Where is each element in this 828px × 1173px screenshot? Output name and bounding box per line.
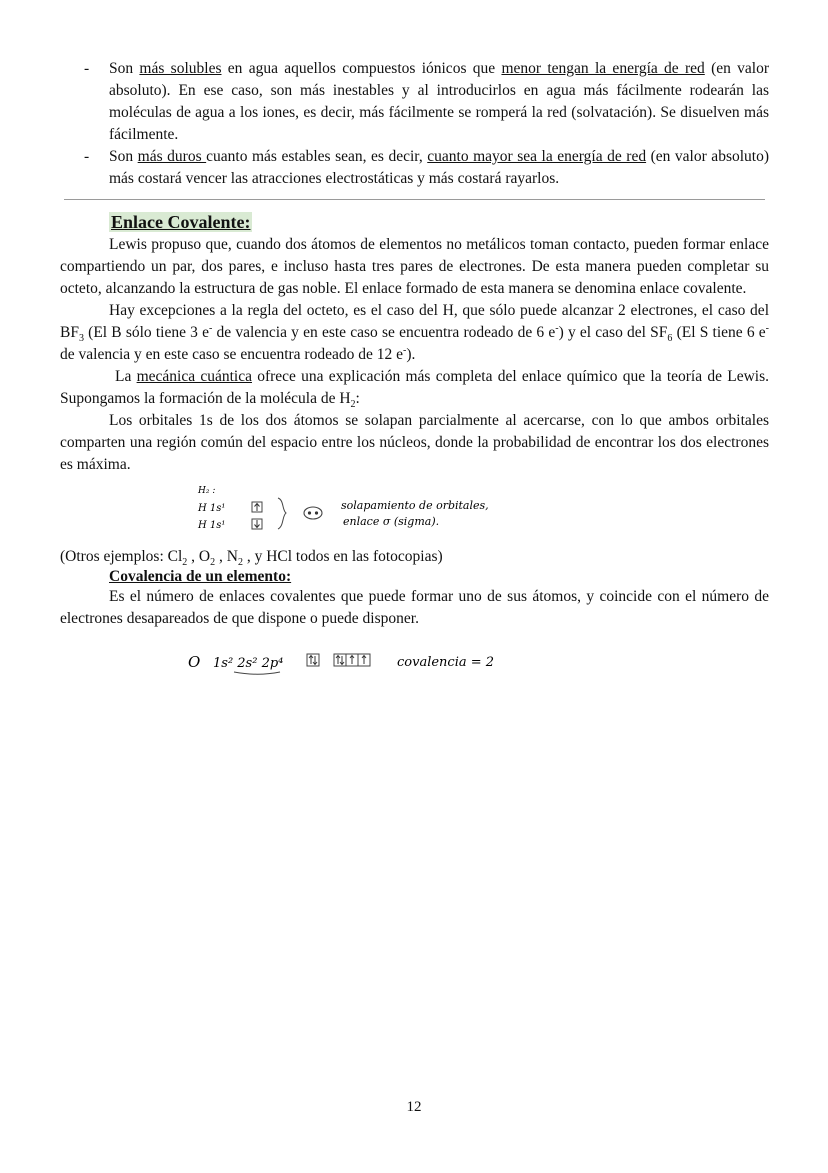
- h2-label: H₂ :: [198, 486, 216, 496]
- underline-mas-duros: más duros: [137, 148, 207, 165]
- underline-energia-red: menor tengan la energía de red: [501, 60, 705, 77]
- single-arrow-icon: [350, 656, 354, 665]
- arrow-up-icon: [255, 504, 260, 512]
- oxygen-symbol: O: [188, 653, 201, 671]
- arrow-down-icon: [255, 520, 260, 528]
- oxygen-covalence-sketch: [60, 636, 769, 686]
- overlap-note-1: solapamiento de orbitales,: [341, 499, 489, 512]
- covalence-title: Covalencia de un elemento:: [109, 568, 292, 585]
- examples-line: (Otros ejemplos: $Cl_2$ , $O_2$ , $N_2$ , y HCl todos en las fotocopias): [60, 548, 443, 569]
- section-divider: [64, 199, 765, 200]
- section-title: Enlace Covalente:: [111, 212, 251, 232]
- paragraph-lewis: Lewis propuso que, cuando dos átomos de elementos no metálicos toman contacto, pueden formar enlace compartiendo un par, dos pares, e incluso hasta tres pares de electrones. De esta manera pueden completar su octeto, alcanzando la estructura de gas noble. El enlace formado de esta manera se denomina enlace covalente.: [60, 236, 769, 297]
- electron-dot-icon: [308, 511, 311, 514]
- paragraph-quantum: La mecánica cuántica ofrece una explicación más completa del enlace químico que la teoría de Lewis. Supongamos la formación de la molécula de $H_2$:: [60, 368, 769, 411]
- paragraph-orbitals: Los orbitales 1s de los dos átomos se solapan parcialmente al acercarse, con lo que ambos orbitales comparten una región común del espacio entre los núcleos, donde la probabilidad de encontrar los dos electrones es máxima.: [60, 412, 769, 473]
- overlap-note-2: enlace σ (sigma).: [343, 515, 440, 528]
- h-row-2: H 1s¹: [198, 520, 226, 531]
- bullet-hardness: - Son más duros cuanto más estables sean, es decir, cuanto mayor sea la energía de red (en valor absoluto) más costará vencer las atracciones electrostáticas y más costará rayarlos.: [60, 146, 769, 190]
- page-content: [60, 58, 769, 686]
- bullet-solubility: - Son más solubles en agua aquellos compuestos iónicos que menor tengan la energía de red (en valor absoluto). En ese caso, son más inestables y al introducirlos en agua más fácilmente rodearán las moléculas de agua a los iones, es decir, más fácilmente se romperá la red (solvatación). Se disuelven más fácilmente.: [60, 58, 769, 146]
- oxygen-sketch-svg: [60, 636, 769, 686]
- paired-arrows-icon: [336, 656, 344, 665]
- paired-arrows-icon: [309, 656, 317, 665]
- solubility-hardness-list: [60, 58, 769, 190]
- single-arrow-icon: [362, 656, 366, 665]
- orbital-overlap-icon: [304, 507, 322, 519]
- underline-mayor-energia: cuanto mayor sea la energía de red: [427, 148, 647, 165]
- underline-mecanica-cuantica: mecánica cuántica: [136, 368, 252, 385]
- h2-orbital-sketch: [60, 476, 769, 546]
- h-row-1: H 1s¹: [198, 503, 226, 514]
- page-number: 12: [406, 1099, 422, 1115]
- orbital-2p-box-1: [334, 654, 346, 666]
- paragraph-octet-exceptions: Hay excepciones a la regla del octeto, es el caso del H, que sólo puede alcanzar 2 electrones, el caso del $BF_3$ (El B sólo tiene 3 e- de valencia y en este caso se encuentra rodeado de 6 e-) y el caso del $SF_6$ (El S tiene 6 e- de valencia y en este caso se encuentra rodeado de 12 e-).: [60, 302, 770, 363]
- h2-sketch-svg: [60, 476, 769, 546]
- covalence-result: covalencia = 2: [397, 655, 495, 670]
- electron-config: 1s² 2s² 2p⁴: [213, 656, 284, 671]
- underline-mas-solubles: más solubles: [139, 60, 222, 77]
- electron-dot-icon: [315, 511, 318, 514]
- orbital-2s-box: [307, 654, 319, 666]
- curly-brace-icon: [278, 498, 286, 529]
- covalence-definition: Es el número de enlaces covalentes que puede formar uno de sus átomos, y coincide con el número de electrones desapareados de que dispone o puede disponer.: [60, 588, 769, 627]
- config-underline-icon: [234, 672, 280, 674]
